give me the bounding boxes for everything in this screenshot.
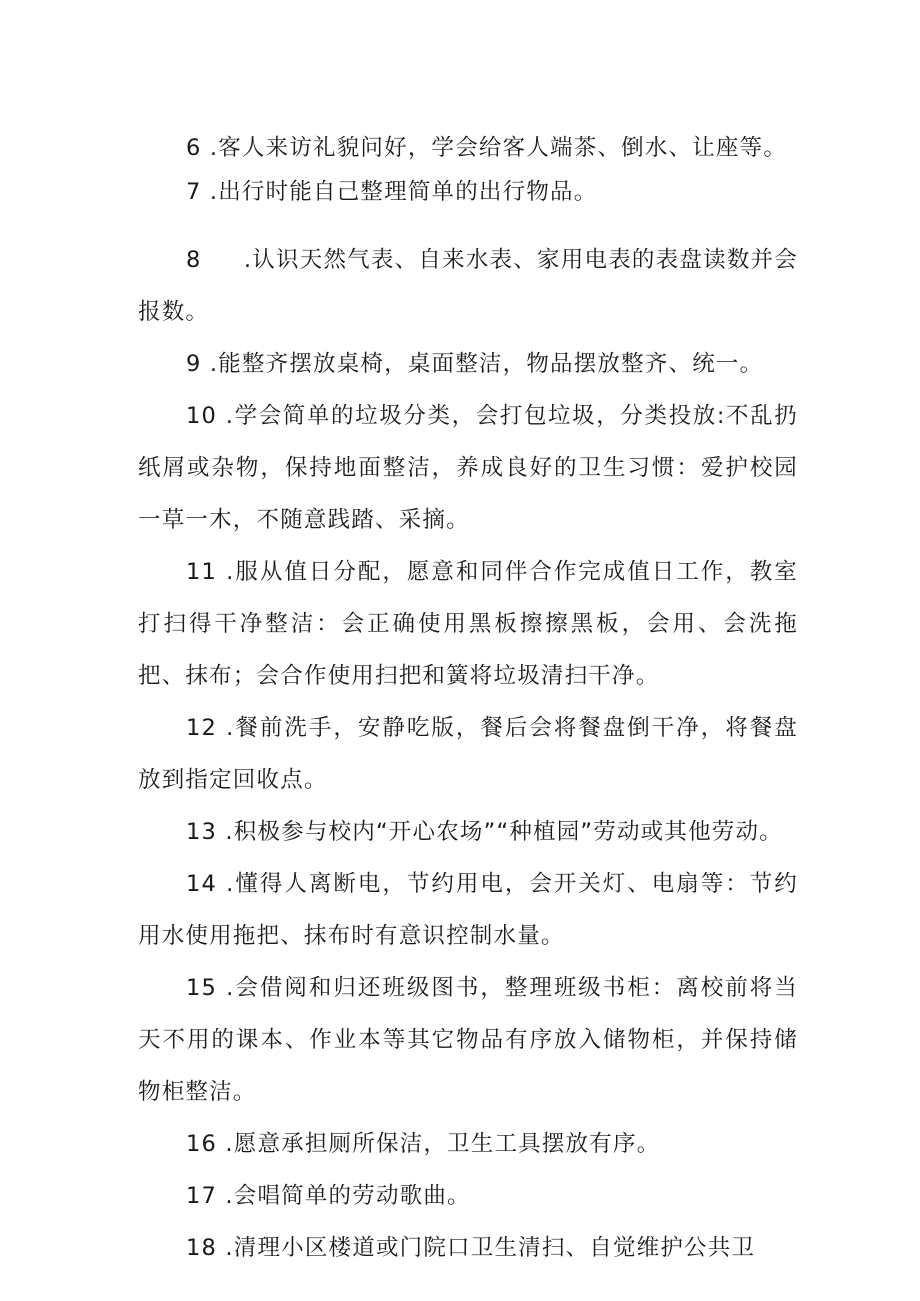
item-text: 学会简单的垃圾分类，会打包垃圾，分类投放:不乱扔纸屑或杂物，保持地面整洁，养成良好的卫生习惯：爱护校园一草一木，不随意践踏、采摘。 — [138, 403, 798, 533]
item-text: 能整齐摆放桌椅，桌面整洁，物品摆放整齐、统一。 — [218, 351, 764, 377]
item-number: 7 — [186, 179, 202, 205]
list-item-17 — [138, 1170, 798, 1222]
item-separator: . — [235, 247, 253, 273]
item-number: 10 — [186, 403, 218, 429]
item-number: 11 — [186, 559, 218, 585]
item-number: 9 — [186, 351, 202, 377]
list-item-9 — [138, 338, 798, 390]
item-text: 认识天然气表、自来水表、家用电表的表盘读数并会报数。 — [138, 247, 798, 325]
item-separator: . — [217, 403, 235, 429]
item-separator: . — [217, 1183, 234, 1209]
list-item-13 — [138, 806, 798, 858]
list-item-6 — [138, 126, 798, 170]
item-text: 懂得人离断电，节约用电，会开关灯、电扇等：节约用水使用拖把、抹布时有意识控制水量。 — [138, 871, 798, 949]
list-item-7 — [138, 170, 798, 214]
item-number: 18 — [186, 1235, 218, 1261]
item-text: 出行时能自己整理简单的出行物品。 — [218, 179, 598, 205]
item-text: 清理小区楼道或门院口卫生清扫、自觉维护公共卫 — [233, 1235, 756, 1261]
item-separator: . — [217, 559, 235, 585]
list-item-10 — [138, 390, 798, 546]
item-number: 8 — [186, 247, 202, 273]
list-item-8 — [138, 234, 798, 338]
list-item-12 — [138, 702, 798, 806]
list-item-15 — [138, 962, 798, 1118]
list-item-11 — [138, 546, 798, 702]
item-separator: . — [201, 179, 219, 205]
item-separator: . — [217, 1131, 234, 1157]
item-number: 12 — [186, 715, 218, 741]
item-number: 13 — [186, 819, 218, 845]
item-text: 餐前洗手，安静吃版，餐后会将餐盘倒干净，将餐盘放到指定回收点。 — [138, 715, 798, 793]
item-separator: . — [217, 1235, 234, 1261]
list-item-18 — [138, 1222, 798, 1274]
item-text: 积极参与校内“开心农场”“种植园”劳动或其他劳动。 — [233, 819, 783, 845]
item-text: 会唱简单的劳动歌曲。 — [233, 1183, 471, 1209]
item-text: 服从值日分配，愿意和同伴合作完成值日工作，教室打扫得干净整洁：会正确使用黑板擦擦黑板，会用、会洗拖把、抹布；会合作使用扫把和簧将垃圾清扫干净。 — [138, 559, 798, 689]
item-text: 会借阅和归还班级图书，整理班级书柜：离校前将当天不用的课本、作业本等其它物品有序放入储物柜，并保持储物柜整洁。 — [138, 975, 798, 1105]
item-separator: . — [201, 351, 219, 377]
item-text: 愿意承担厕所保洁，卫生工具摆放有序。 — [233, 1131, 661, 1157]
item-separator: . — [217, 819, 234, 845]
item-number: 15 — [186, 975, 218, 1001]
item-text: 客人来访礼貌问好，学会给客人端茶、倒水、让座等。 — [218, 135, 788, 161]
item-separator: . — [217, 715, 235, 741]
item-number: 6 — [186, 135, 202, 161]
document-body — [138, 126, 798, 1274]
item-number: 17 — [186, 1183, 218, 1209]
item-separator: . — [217, 871, 235, 897]
item-number: 16 — [186, 1131, 218, 1157]
item-separator: . — [217, 975, 235, 1001]
list-item-16 — [138, 1118, 798, 1170]
list-item-14 — [138, 858, 798, 962]
item-separator: . — [201, 135, 219, 161]
item-number: 14 — [186, 871, 218, 897]
